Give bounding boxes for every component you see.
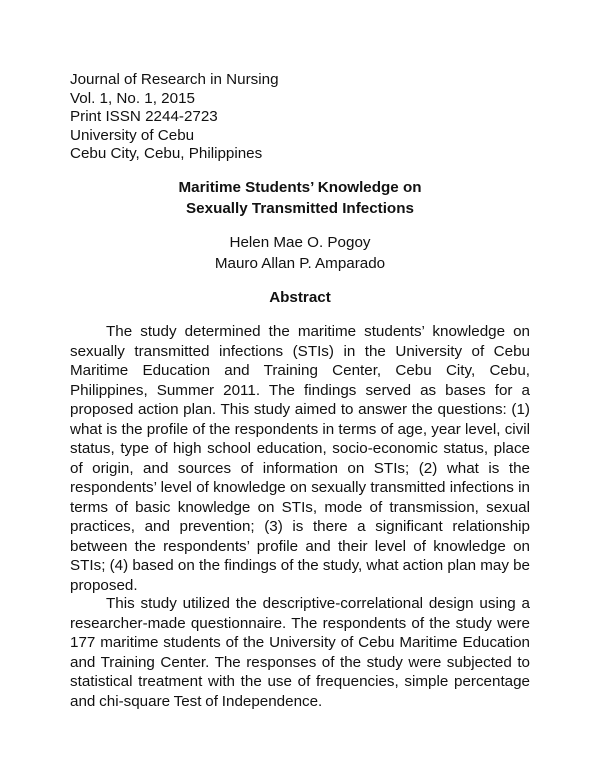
journal-volume: Vol. 1, No. 1, 2015	[70, 89, 195, 107]
journal-university: University of Cebu	[70, 126, 195, 144]
author-2: Mauro Allan P. Amparado	[214, 255, 386, 272]
journal-header	[70, 71, 279, 164]
abstract-paragraph-2: This study utilized the descriptive-correlational design using a researcher-made questionnaire. The respondents of the study were 177 maritime students of the University of Cebu Maritime Education and Training Center. The responses of the study were subjected to statistical treatment with the use of frequencies, simple percentage and chi-square Test of Independence.	[70, 595, 530, 710]
article-title-line-2: Sexually Transmitted Infections	[186, 200, 414, 217]
article-title	[0, 177, 600, 219]
abstract-heading: Abstract	[269, 289, 331, 306]
journal-location: Cebu City, Cebu, Philippines	[70, 145, 263, 163]
author-1: Helen Mae O. Pogoy	[229, 234, 371, 251]
abstract-paragraph-1: The study determined the maritime students’ knowledge on sexually transmitted infections (STIs) in the University of Cebu Maritime Education and Training Center, Cebu City, Cebu, Philippines, Summer 2011. The findings served as bases for a proposed action plan. This study aimed to answer the questions: (1) what is the profile of the respondents in terms of age, year level, civil status, type of high school education, socio-economic status, place of origin, and sources of information on STIs; (2) what is the respondents’ level of knowledge on sexually transmitted infections in terms of basic knowledge on STIs, mode of transmission, sexual practices, and prevention; (3) is there a significant relationship between the respondents’ profile and their level of knowledge on STIs; (4) based on the findings of the study, what action plan may be proposed.	[70, 323, 530, 594]
journal-name: Journal of Research in Nursing	[70, 71, 279, 88]
article-title-line-1: Maritime Students’ Knowledge on	[178, 179, 422, 196]
article-authors	[0, 232, 600, 274]
journal-issn: Print ISSN 2244-2723	[70, 108, 218, 126]
